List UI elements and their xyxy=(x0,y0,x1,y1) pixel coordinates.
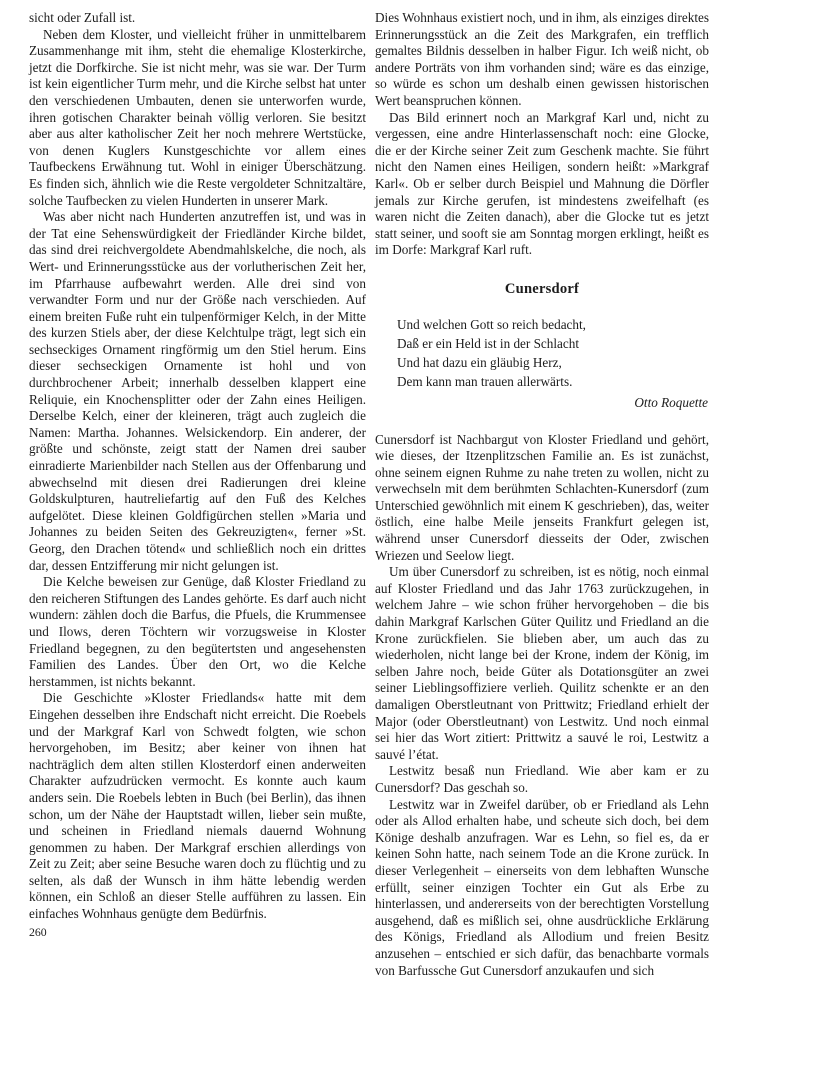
poem-line: Und hat dazu ein gläubig Herz, xyxy=(397,354,562,370)
paragraph: Neben dem Kloster, und vielleicht früher in unmittelbarem Zusammenhange mit ihm, steht die ehemalige Klosterkirche, jetzt die Dorfkirche. Sie ist nicht mehr, was sie war. Der Turm ist kein eigentlicher Turm mehr, und die Kirche selbst hat unter den verschiedenen Umbauten, denen sie unterworfen wurde, ihren gotischen Charakter beinah völlig verloren. Sie besitzt aber aus alter katholischer Zeit her noch mehrere Wertstücke, von denen Kuglers Kunstgeschichte vor allem eines Taufbeckens Erwähnung tut. Wohl in einiger Überschätzung. Es finden sich, ähnlich wie die Reste vergoldeter Schnitzaltäre, solche Taufbecken zu vielen Hunderten in unserer Mark. xyxy=(29,26,366,208)
paragraph: Die Kelche beweisen zur Genüge, daß Kloster Friedland zu den reicheren Stiftungen des Landes gehörte. Es darf auch nicht wundern: zählen doch die Barfus, die Pfuels, die Krummensee und Ilows, deren Töchtern wir vorzugsweise in Kloster Friedland begegnen, zu den begütertsten und angesehensten Familien des Landes. Über den Ort, wo die Kelche herstammen, ist nichts bekannt. xyxy=(29,574,366,689)
paragraph: Dies Wohnhaus existiert noch, und in ihm, als einziges direktes Erinnerungsstück an die Zeit des Markgrafen, ein trefflich gemaltes Bildnis desselben in halber Figur. Ich weiß nicht, ob andere Porträts von ihm vorhanden sind; wäre es das einzige, so würde es schon um deshalb einen gewissen historischen Wert beanspruchen können. xyxy=(375,10,709,108)
paragraph: sicht oder Zufall ist. xyxy=(29,10,136,25)
poem-line: Und welchen Gott so reich bedacht, xyxy=(397,316,586,332)
poem-attribution: Otto Roquette xyxy=(634,394,708,410)
paragraph: Lestwitz besaß nun Friedland. Wie aber kam er zu Cunersdorf? Das geschah so. xyxy=(375,763,709,795)
paragraph: Cunersdorf ist Nachbargut von Kloster Friedland und gehört, wie dieses, der Itzenplitzschen Familie an. Es ist zunächst, ohne seinem eignen Ruhme zu nahe treten zu wollen, nicht zu verwechseln mit dem berühmten Schlachten-Kunersdorf (zum Unterschied gewöhnlich mit einem K geschrieben), das, weiter östlich, eine halbe Meile jenseits Frankfurt gelegen ist, während unser Cunersdorf diesseits der Oder, zwischen Wriezen und Seelow liegt. xyxy=(375,431,709,563)
chapter-heading: Cunersdorf xyxy=(504,280,580,297)
paragraph: Die Geschichte »Kloster Friedlands« hatte mit dem Eingehen desselben ihre Endschaft nicht erreicht. Die Roebels und der Markgraf Karl von Schwedt folgten, wie schon hervorgehoben, im Besitz; aber keiner von ihnen hat nachträglich dem alten stillen Klosterdorf einen anderweiten Charakter aufzudrücken vermocht. Es konnte auch kaum anders sein. Die Roebels lebten in Buch (bei Berlin), das ihnen schon, um der Nähe der Hauptstadt willen, lieber sein mußte, und scheinen in Friedland niemals dauernd Wohnung genommen zu haben. Der Markgraf erschien allerdings von Zeit zu Zeit; aber seine Besuche waren doch zu flüchtig und zu selten, als daß der Wunsch in ihm hätte lebendig werden können, ein Schloß an dieser Stelle aufführen zu lassen. Ein einfaches Wohnhaus genügte dem Bedürfnis. xyxy=(29,690,366,922)
paragraph: Was aber nicht nach Hunderten anzutreffen ist, und was in der Tat eine Sehenswürdigkeit der Friedländer Kirche bildet, das sind drei reichvergoldete Abendmahlskelche, die noch, als Wert- und Erinnerungsstücke aus der vorlutherischen Zeit her, im Pfarrhause aufbewahrt werden. Alle drei sind von verwandter Form und nur der Größe nach verschieden. Auf einem breiten Fuße ruht ein tulpenförmiger Kelch, in der Mitte des kurzen Stiels aber, der diese Kelchtulpe trägt, legt sich ein sechseckiges Ornament ringförmig um den Stiel herum. Eins dieser sechseckigen Ornamente ist hohl und von durchbrochener Arbeit; innerhalb desselben klappert eine Reliquie, ein Knochensplitter oder der Zahn eines Heiligen. Derselbe Kelch, einer der kleineren, trägt auch zugleich die Namen: Martha. Johannes. Welsickendorp. Ein anderer, der größte und schönste, zeigt statt der Namen drei sauber einradierte Marienbilder nach Stellen aus der Offenbarung und abwechselnd mit diesen drei Radierungen drei kleine Goldskulpturen, hautreliefartig auf den Fuß des Kelches aufgelötet. Diese kleinen Goldfigürchen stellen »Maria und Johannes zu beiden Seiten des Gekreuzigten«, ferner »St. Georg, den Drachen tötend« und schließlich noch ein drittes dar, dessen Entzifferung mir nicht gelungen ist. xyxy=(29,209,366,573)
poem xyxy=(397,315,709,391)
right-column xyxy=(375,10,709,979)
paragraph: Lestwitz war in Zweifel darüber, ob er Friedland als Lehn oder als Allod erhalten habe, und scheute sich doch, bei dem Könige deshalb anzufragen. War es Lehn, so fiel es, da er keinen Sohn hatte, nach seinem Tode an die Krone zurück. In dieser Verlegenheit – einerseits von dem lebhaften Wunsche erfüllt, seiner einzigen Tochter ein Gut als Erbe zu hinterlassen, und andererseits von der berechtigten Vorstellung ausgehend, daß es mißlich sei, ohne ausdrückliche Erklärung des Königs, Friedland als Allodium und freien Besitz anzusehen – entschied er sich dafür, das benachbarte vormals von Barfussche Gut Cunersdorf anzukaufen und sich xyxy=(375,796,709,978)
poem-line: Daß er ein Held ist in der Schlacht xyxy=(397,335,580,351)
paragraph: Das Bild erinnert noch an Markgraf Karl und, nicht zu vergessen, eine andre Hinterlassenschaft noch: eine Glocke, die er der Kirche seiner Zeit zum Geschenk machte. Sie führt nicht den Namen eines Heiligen, sondern heißt: »Markgraf Karl«. Ob er selber durch Beispiel und Mahnung die Dörfler jemals zur Kirche gerufen, ist mindestens zweifelhaft (es waren nicht die Zeiten danach), aber die Glocke tut es jetzt statt seiner, und sooft sie am Sonntag morgen erklingt, heißt es im Dorfe: Markgraf Karl ruft. xyxy=(375,109,709,258)
paragraph: Um über Cunersdorf zu schreiben, ist es nötig, noch einmal auf Kloster Friedland und das Jahr 1763 zurückzugehen, in welchem Jahre – wie schon früher hervorgehoben – die bis dahin Markgraf Karlschen Güter Quilitz und Friedland an die Krone zurückfielen. Sie blieben aber, um auch das zu wiederholen, nicht lange bei der Krone, indem der König, im selben Jahre noch, beide Güter als Dotationsgüter an zwei seiner Lieblingsoffiziere verlieh. Quilitz schenkte er an den damaligen Oberstleutnant von Prittwitz; Friedland erhielt der Major (oder Oberstleutnant) von Lestwitz. Und noch einmal sei hier das Wort zitiert: Prittwitz a sauvé le roi, Lestwitz a sauvé l’état. xyxy=(375,564,709,762)
left-column xyxy=(29,10,366,979)
poem-line: Dem kann man trauen allerwärts. xyxy=(397,373,573,389)
page-number: 260 xyxy=(29,924,47,939)
